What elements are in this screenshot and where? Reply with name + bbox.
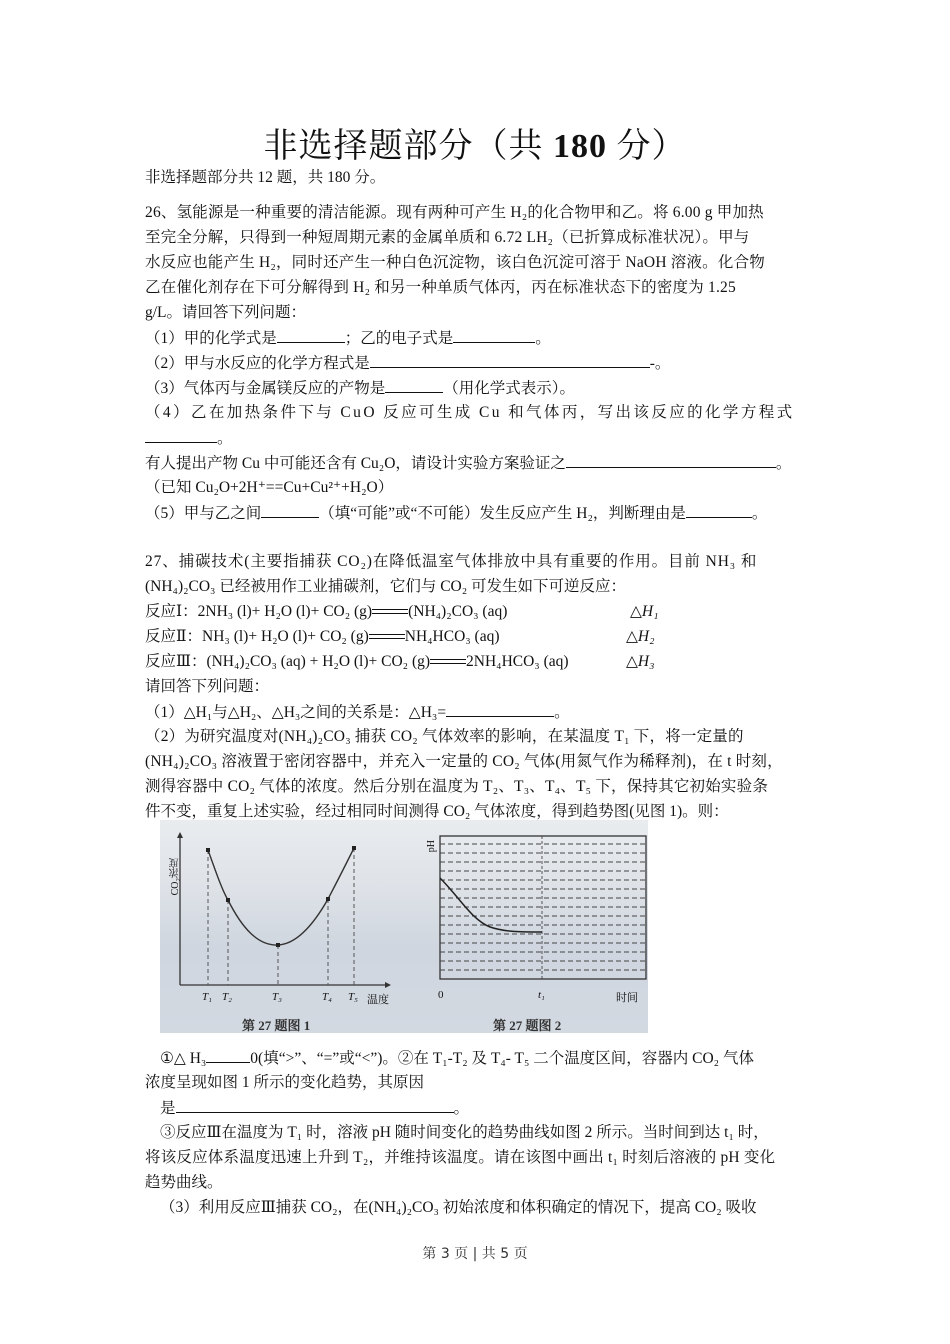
q27-sub2-iv-line: 趋势曲线。 [145,1174,223,1191]
q27-sub1 [145,702,570,723]
title-text: 非选择题部分（共 [263,128,544,165]
equilibrium-arrow-icon [369,632,405,642]
q27-sub1-text: （1）△H₁与△H₂、△H₃之间的关系是：△H₃= [145,704,447,721]
reaction-label: 反应Ⅲ： [145,653,207,670]
reaction-1 [145,602,507,622]
fig2-tick-t1: t₁ [538,989,545,1001]
q26-sub4c: （已知 Cu₂O+2H⁺==Cu+Cu²⁺+H₂O） [145,479,394,496]
q26-line: g/L。请回答下列问题： [145,304,307,321]
fig1-caption: 第 27 题图 1 [242,1018,311,1033]
q26-sub1-text2: ；乙的电子式是 [344,330,454,347]
answer-blank[interactable] [261,503,319,518]
q26-sub4b-text: 有人提出产物 Cu 中可能还含有 Cu₂O，请设计实验方案验证之 [145,455,566,472]
punct: -。 [649,355,671,372]
q27-sub2-iv-line: ③反应Ⅲ在温度为 T₁ 时，溶液 pH 随时间变化的趋势曲线如图 2 所示。当时间到达 t₁ 时， [160,1124,769,1141]
answer-blank[interactable] [206,1048,250,1063]
equilibrium-arrow-icon [430,657,466,667]
reaction-left: NH₃ (l)+ H₂O (l)+ CO₂ (g) [202,628,369,645]
q26-line: 水反应也能产生 H₂，同时还产生一种白色沉淀物，该白色沉淀可溶于 NaOH 溶液。化合物 [145,254,765,271]
answer-blank[interactable] [385,378,443,393]
reaction-left: 2NH₃ (l)+ H₂O (l)+ CO₂ (g) [197,603,373,620]
fig2-tick-0: 0 [438,989,444,1001]
reaction-2 [145,627,500,647]
punct: 。 [775,455,792,472]
fig1-tick: T₄ [322,991,332,1003]
q27-sub2-line: 件不变，重复上述实验，经过相同时间测得 CO₂ 气体浓度，得到趋势图(见图 1)。则： [145,803,729,820]
reaction-label: 反应Ⅰ： [145,603,198,620]
answer-blank[interactable] [446,702,554,717]
page-footer: 第 3 页 | 共 5 页 [422,1246,528,1262]
q27-line: (NH₄)₂CO₃ 已经被用作工业捕碳剂，它们与 CO₂ 可发生如下可逆反应： [145,578,627,595]
fig1-xlabel: 温度 [367,994,389,1006]
answer-blank[interactable] [370,353,650,368]
answer-blank[interactable] [686,503,752,518]
q26-sub2 [145,353,670,374]
q26-sub1 [145,328,551,349]
q27-sub2-line: (NH₄)₂CO₃ 溶液置于密闭容器中，并充入一定量的 CO₂ 气体(用氮气作为稀释剂)，在 t 时刻， [145,753,783,770]
q26-line: 至完全分解，只得到一种短周期元素的金属单质和 6.72 LH₂（已折算成标准状况）。甲与 [145,229,750,246]
fig1-tick: T₃ [272,991,282,1003]
q27-line: 27、捕碳技术(主要指捕获 CO₂)在降低温室气体排放中具有重要的作用。目前 NH₃ 和 [145,553,758,570]
answer-blank[interactable] [453,328,535,343]
equilibrium-arrow-icon [372,607,408,617]
figure-1-chart [160,820,648,1033]
q26-sub3-text: （3）气体丙与金属镁反应的产物是 [145,380,386,397]
figures-photo [160,820,648,1033]
section-title [0,118,950,167]
q27-sub3: （3）利用反应Ⅲ捕获 CO₂，在(NH₄)₂CO₃ 初始浓度和体积确定的情况下，提高 CO₂ 吸收 [160,1199,757,1216]
reaction-3 [145,652,569,672]
fig1-tick: T₅ [348,991,358,1003]
punct: 。 [535,330,551,347]
q26-sub5-text2: （填“可能”或“不可能）发生反应产生 H₂，判断理由是 [319,505,686,522]
q26-sub1-text: （1）甲的化学式是 [145,330,277,347]
q27-sub2-ii: 浓度呈现如图 1 所示的变化趋势，其原因 [145,1074,425,1091]
q26-sub3 [145,378,575,399]
fig1-tick: T₁ [202,991,212,1003]
reaction-right: NH₄HCO₃ (aq) [404,628,500,645]
q27-sub2-i-text: ①△ H₃ [160,1050,207,1067]
title-suffix: 分） [616,128,687,165]
q26-sub2-text: （2）甲与水反应的化学方程式是 [145,355,370,372]
q27-sub2-iii [160,1098,469,1119]
q27-sub2-i [160,1048,754,1069]
reaction-left: (NH₄)₂CO₃ (aq) + H₂O (l)+ CO₂ (g) [206,653,431,670]
q26-sub4: （4）乙在加热条件下与 CuO 反应可生成 Cu 和气体丙，写出该反应的化学方程式 [145,404,795,421]
q27-sub2-iv-line: 将该反应体系温度迅速上升到 T₂，并维持该温度。请在该图中画出 t₁ 时刻后溶液的 pH 变化 [145,1149,776,1166]
delta-h2: △H₂ [626,628,655,645]
q26-sub4-blank [145,428,233,449]
q26-sub3-text2: （用化学式表示）。 [443,380,576,397]
q27-sub2-line: （2）为研究温度对(NH₄)₂CO₃ 捕获 CO₂ 气体效率的影响，在某温度 T₁ 下，将一定量的 [145,728,744,745]
answer-blank[interactable] [145,428,217,443]
fig1-tick: T₂ [222,991,232,1003]
punct: 。 [751,505,768,522]
q26-line: 26、氢能源是一种重要的清洁能源。现有两种可产生 H₂的化合物甲和乙。将 6.00 g 甲加热 [145,204,764,221]
delta-h3: △H₃ [626,653,655,670]
q26-line: 乙在催化剂存在下可分解得到 H₂ 和另一种单质气体丙，丙在标准状态下的密度为 1.25 [145,279,736,296]
q27-sub2-line: 测得容器中 CO₂ 气体的浓度。然后分别在温度为 T₂、T₃、T₄、T₅ 下，保持其它初始实验条 [145,778,769,795]
fig1-ylabel: CO₂浓度 [170,858,181,896]
reaction-label: 反应Ⅱ： [145,628,203,645]
q26-sub5 [145,503,767,524]
q27-sub2-i-text2: 0(填“>”、“=”或“<”)。②在 T₁-T₂ 及 T₄- T₅ 二个温度区间，容器内 CO₂ 气体 [250,1050,754,1067]
q26-sub5-text: （5）甲与乙之间 [145,505,262,522]
reaction-right: 2NH₄HCO₃ (aq) [466,653,569,670]
reaction-right: (NH₄)₂CO₃ (aq) [408,603,508,620]
section-intro: 非选择题部分共 12 题，共 180 分。 [145,169,386,186]
fig2-xlabel: 时间 [616,992,638,1004]
title-score: 180 [553,128,607,165]
fig2-caption: 第 27 题图 2 [493,1018,562,1033]
q26-sub4b [145,453,791,474]
delta-h1: △H₁ [630,603,659,620]
punct: 。 [453,1100,470,1117]
answer-blank[interactable] [176,1098,454,1113]
q27-sub2-iii-text: 是 [160,1100,176,1117]
answer-blank[interactable] [277,328,345,343]
punct: 。 [217,430,233,447]
answer-blank[interactable] [566,453,776,468]
punct: 。 [554,704,570,721]
fig2-ylabel: pH [426,840,437,853]
q27-prompt: 请回答下列问题： [145,678,270,695]
